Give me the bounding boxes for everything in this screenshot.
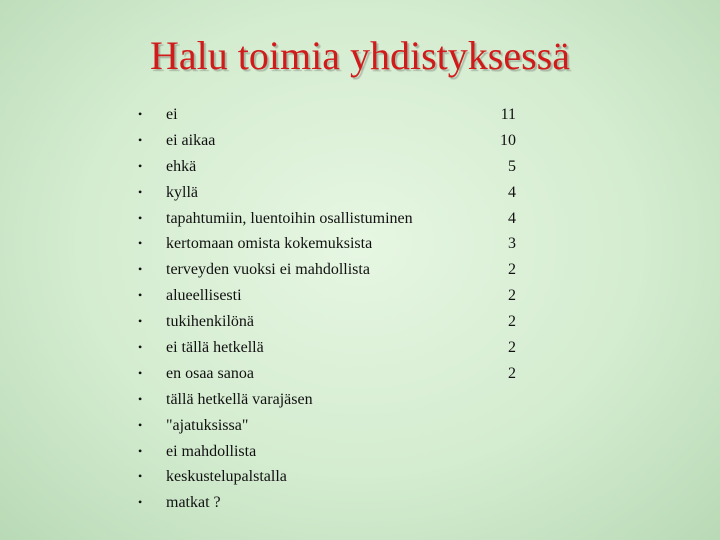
bullet-icon: • — [138, 365, 143, 380]
list-item — [138, 182, 528, 208]
item-label: kyllä — [166, 183, 198, 201]
list-item — [138, 337, 528, 363]
bullet-icon: • — [138, 210, 143, 225]
slide-title: Halu toimia yhdistyksessä — [150, 33, 570, 78]
bullet-icon: • — [138, 495, 143, 510]
item-count: 4 — [508, 209, 516, 227]
item-label: kertomaan omista kokemuksista — [166, 235, 373, 253]
bullet-icon: • — [138, 107, 143, 121]
response-list — [138, 104, 528, 518]
bullet-icon: • — [138, 340, 143, 355]
list-item — [138, 233, 528, 259]
bullet-icon: • — [138, 236, 143, 251]
bullet-icon: • — [138, 417, 143, 432]
item-label: tukihenkilönä — [166, 313, 254, 331]
item-label: matkat ? — [166, 494, 221, 512]
item-label: tällä hetkellä varajäsen — [166, 390, 313, 408]
list-item — [138, 415, 528, 441]
bullet-icon: • — [138, 443, 143, 458]
item-count: 3 — [508, 235, 516, 253]
item-count: 2 — [508, 261, 516, 279]
list-item — [138, 130, 528, 156]
list-item — [138, 208, 528, 234]
item-label: ei tällä hetkellä — [166, 339, 264, 357]
item-label: terveyden vuoksi ei mahdollista — [166, 261, 370, 279]
item-count: 10 — [500, 131, 516, 149]
item-label: en osaa sanoa — [166, 364, 254, 382]
bullet-icon: • — [138, 391, 143, 406]
list-item — [138, 441, 528, 467]
list-item — [138, 492, 528, 518]
list-item — [138, 104, 528, 130]
item-label: tapahtumiin, luentoihin osallistuminen — [166, 209, 413, 227]
item-count: 2 — [508, 364, 516, 382]
list-item — [138, 311, 528, 337]
item-count: 2 — [508, 313, 516, 331]
bullet-icon: • — [138, 288, 143, 303]
item-label: keskustelupalstalla — [166, 468, 287, 486]
bullet-icon: • — [138, 469, 143, 484]
bullet-icon: • — [138, 132, 143, 147]
item-label: "ajatuksissa" — [166, 416, 249, 434]
item-label: ei mahdollista — [166, 442, 257, 460]
item-count: 2 — [508, 339, 516, 357]
bullet-icon: • — [138, 314, 143, 329]
list-item — [138, 389, 528, 415]
list-item — [138, 259, 528, 285]
bullet-icon: • — [138, 158, 143, 173]
list-item — [138, 466, 528, 492]
item-count: 2 — [508, 287, 516, 305]
list-item — [138, 285, 528, 311]
list-item — [138, 363, 528, 389]
item-label: alueellisesti — [166, 287, 242, 305]
bullet-icon: • — [138, 262, 143, 277]
bullet-icon: • — [138, 184, 143, 199]
item-count: 5 — [508, 157, 516, 175]
item-count: 11 — [500, 106, 516, 123]
item-label: ehkä — [166, 157, 197, 175]
item-count: 4 — [508, 183, 516, 201]
item-label: ei aikaa — [166, 131, 216, 149]
list-item — [138, 156, 528, 182]
item-label: ei — [166, 106, 178, 123]
